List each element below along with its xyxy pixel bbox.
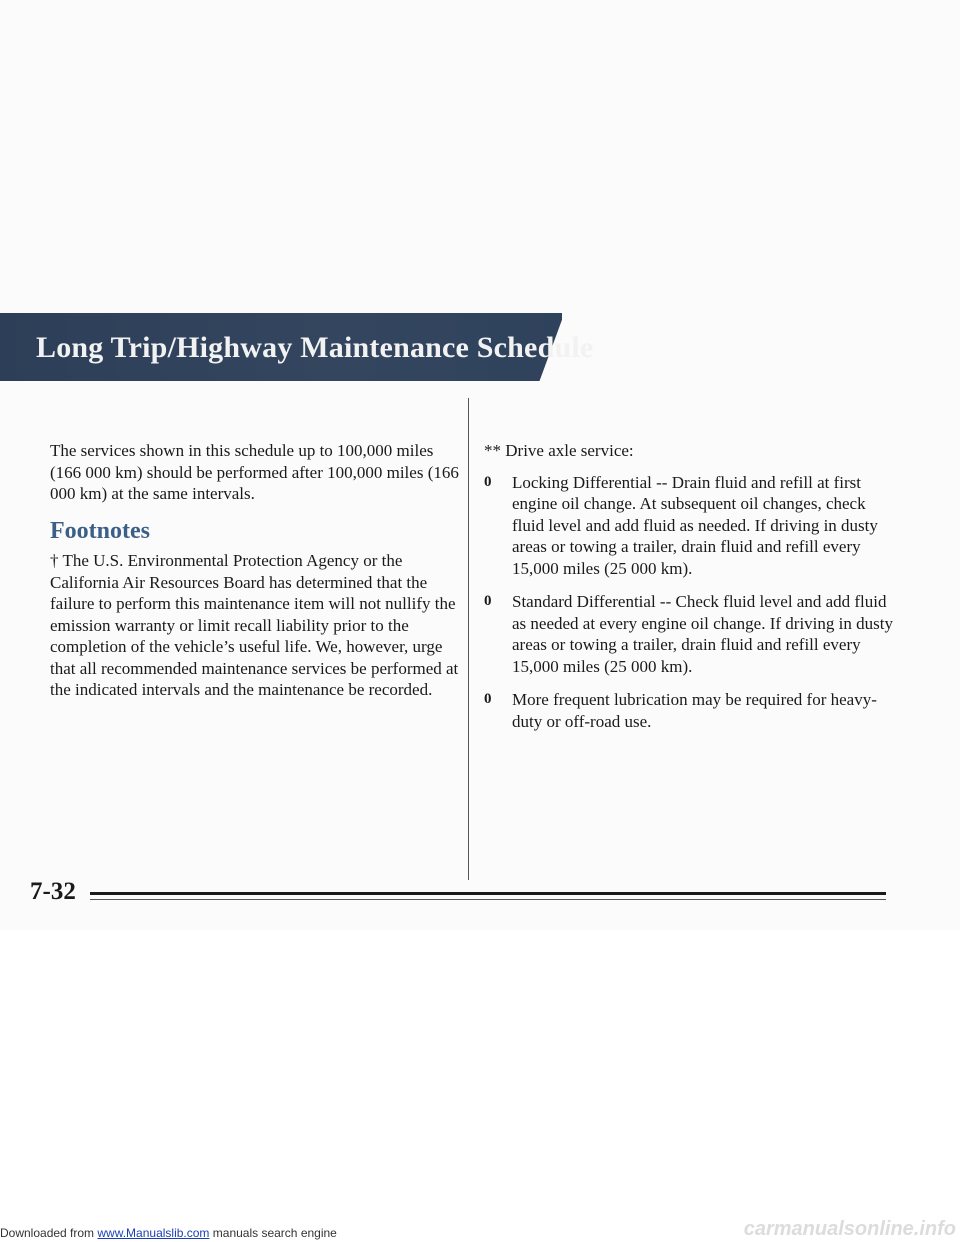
intro-paragraph: The services shown in this schedule up to 100,000 miles (166 000 km) should be performed after 100,000 miles (166 000 km) at the same intervals. bbox=[50, 441, 459, 503]
bullet-text-standard-differential: Standard Differential -- Check fluid level and add fluid as needed at every engine oil change. If driving in dusty areas or towing a trailer, drain fluid and refill every 15,000 miles (25 000 km). bbox=[512, 592, 893, 676]
drive-axle-intro: ** Drive axle service: bbox=[484, 441, 634, 460]
list-item bbox=[484, 689, 896, 732]
section-title: Long Trip/Highway Maintenance Schedule bbox=[36, 331, 594, 364]
list-item bbox=[484, 591, 896, 677]
column-divider bbox=[468, 398, 469, 880]
right-column bbox=[484, 440, 896, 744]
footnotes-heading: Footnotes bbox=[50, 517, 150, 544]
footer-rule bbox=[90, 892, 886, 895]
left-column bbox=[50, 440, 460, 701]
manualslib-link[interactable]: www.Manualslib.com bbox=[97, 1226, 210, 1240]
bullet-marker: 0 bbox=[484, 473, 492, 490]
list-item bbox=[484, 472, 896, 580]
footer-prefix: Downloaded from bbox=[0, 1226, 98, 1240]
download-footer bbox=[0, 1218, 960, 1242]
page-number: 7-32 bbox=[30, 878, 76, 905]
footnote-paragraph: † The U.S. Environmental Protection Agency or the California Air Resources Board has determined that the failure to perform this maintenance item will not nullify the emission warranty or limit recall liability prior to the completion of the vehicle’s useful life. We, however, urge that all recommended maintenance services be performed at the indicated intervals and the maintenance be recorded. bbox=[50, 551, 459, 699]
bullet-text-lubrication: More frequent lubrication may be required for heavy-duty or off-road use. bbox=[512, 690, 877, 731]
watermark-logo: carmanualsonline.info bbox=[743, 1218, 956, 1240]
footer-suffix: manuals search engine bbox=[209, 1226, 337, 1240]
footer-text bbox=[0, 1226, 337, 1240]
bullet-text-locking-differential: Locking Differential -- Drain fluid and refill at first engine oil change. At subsequent oil changes, check fluid level and add fluid as needed. If driving in dusty areas or towing a trailer, drain fluid and refill every 15,000 miles (25 000 km). bbox=[512, 472, 878, 578]
bullet-marker: 0 bbox=[484, 593, 492, 609]
footer-rule-thin bbox=[90, 899, 886, 900]
bullet-marker: 0 bbox=[484, 691, 492, 707]
